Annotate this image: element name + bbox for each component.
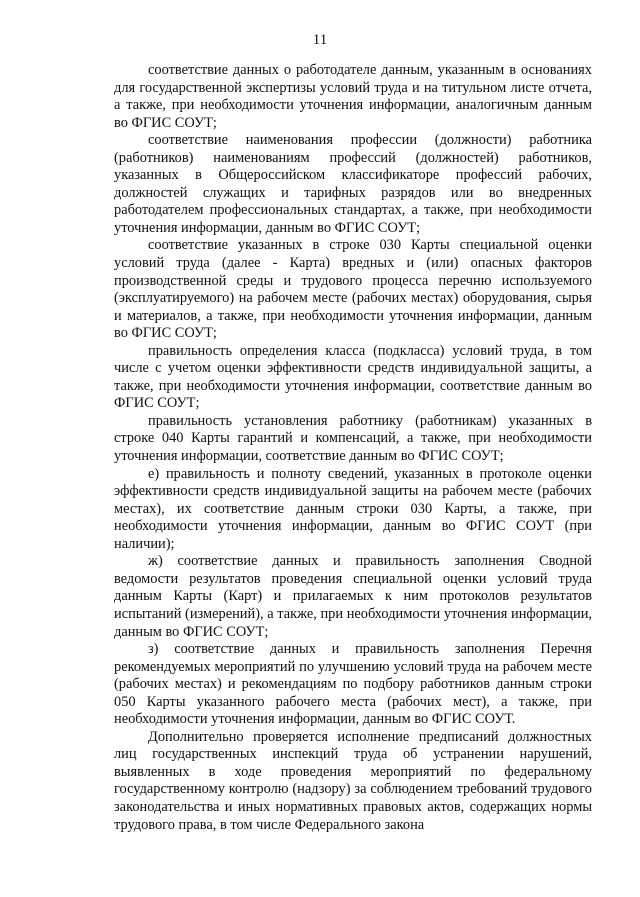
paragraph: соответствие наименования профессии (должности) работника (работников) наименованиям профессий (должностей) работников, указанных в Общероссийском классификаторе профессий рабочих, должностей служащих и тарифных разрядов или во внедренных работодателем профессиональных стандартах, а также, при необходимости уточнения информации, данным во ФГИС СОУТ;	[114, 132, 592, 236]
paragraph: правильность установления работнику (работникам) указанных в строке 040 Карты гарантий и компенсаций, а также, при необходимости уточнения информации, соответствие данным во ФГИС СОУТ;	[114, 412, 592, 465]
paragraph: ж) соответствие данных и правильность заполнения Сводной ведомости результатов проведения специальной оценки условий труда данным Карты (Карт) и прилагаемых к ним протоколов результатов испытаний (измерений), а также, при необходимости уточнения информации, данным во ФГИС СОУТ;	[114, 553, 592, 640]
paragraph: Дополнительно проверяется исполнение предписаний должностных лиц государственных инспекций труда об устранении нарушений, выявленных в ходе проведения мероприятий по федеральному государственному контролю (надзору) за соблюдением требований трудового законодательства и иных нормативных правовых актов, содержащих нормы трудового права, в том числе Федерального закона	[114, 728, 592, 833]
paragraph: з) соответствие данных и правильность заполнения Перечня рекомендуемых мероприятий по улучшению условий труда на рабочем месте (рабочих местах) и рекомендациям по подбору работников данным строки 050 Карты указанного рабочего места (рабочих мест), а также, при необходимости уточнения информации, данным во ФГИС СОУТ.	[114, 641, 592, 728]
paragraph: соответствие указанных в строке 030 Карты специальной оценки условий труда (далее - Карта) вредных и (или) опасных факторов производственной среды и трудового процесса перечню используемого (эксплуатируемого) на рабочем месте (рабочих местах) оборудования, сырья и материалов, а также, при необходимости уточнения информации, данным во ФГИС СОУТ;	[114, 237, 592, 342]
paragraph: соответствие данных о работодателе данным, указанным в основаниях для государственной экспертизы условий труда и на титульном листе отчета, а также, при необходимости уточнения информации, аналогичным данным во ФГИС СОУТ;	[114, 62, 592, 131]
paragraph: е) правильность и полноту сведений, указанных в протоколе оценки эффективности средств индивидуальной защиты на рабочем месте (рабочих местах), их соответствие данным строки 030 Карты, а также, при необходимости уточнения информации, данным во ФГИС СОУТ (при наличии);	[114, 465, 592, 552]
page-number: 11	[312, 32, 328, 48]
paragraph: правильность определения класса (подкласса) условий труда, в том числе с учетом оценки эффективности средств индивидуальной защиты, а также, при необходимости уточнения информации, соответствие данным во ФГИС СОУТ;	[114, 342, 592, 412]
document-body	[114, 62, 592, 834]
